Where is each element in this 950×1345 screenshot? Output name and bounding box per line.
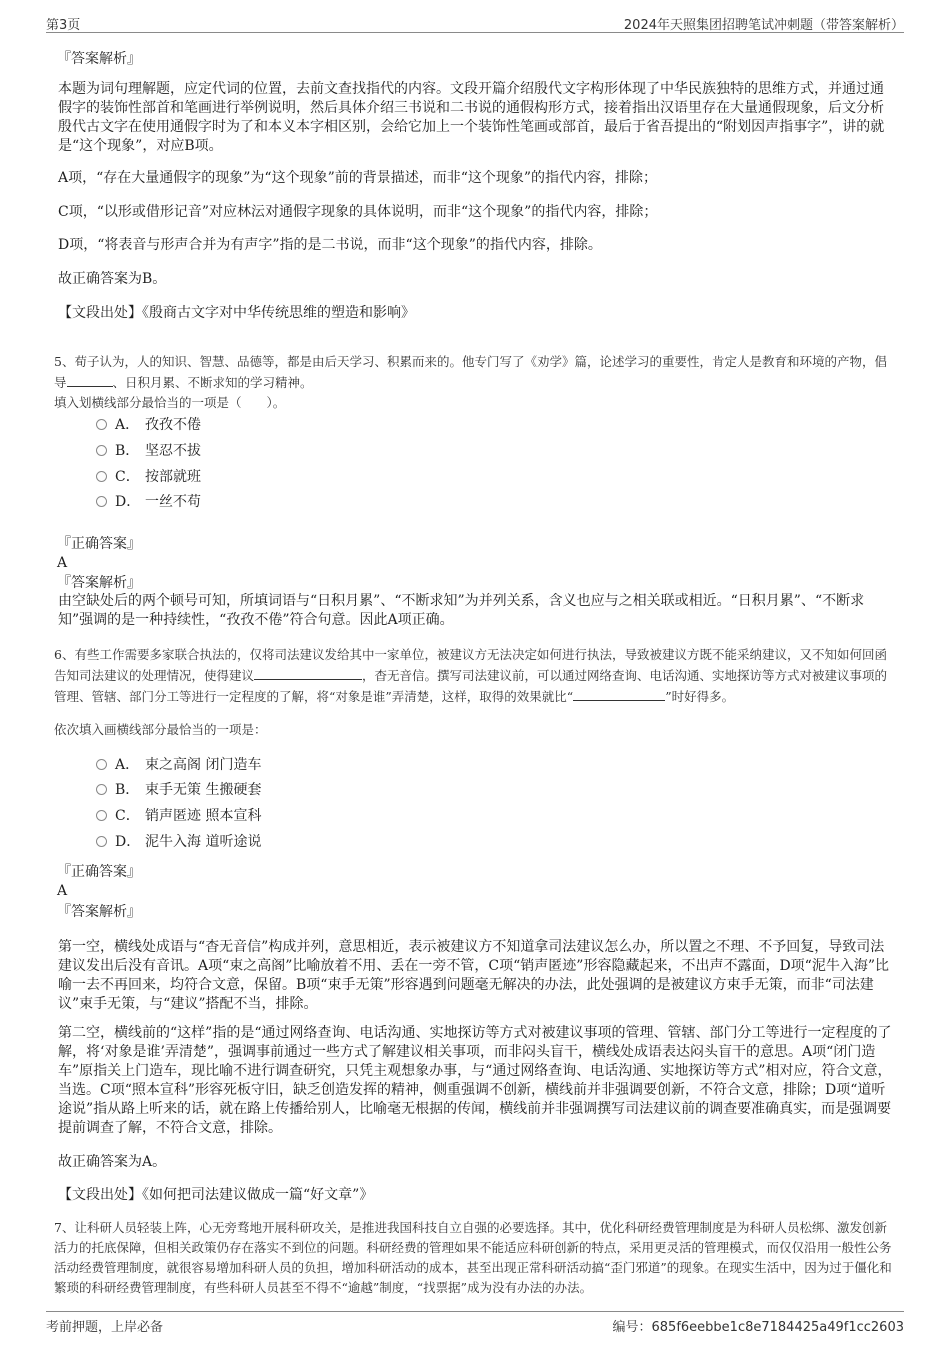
q5-question-text: 5、荀子认为，人的知识、智慧、品德等，都是由后天学习、积累而来的。他专门写了《劝学》篇，论述学习的重要性，肯定人是教育和环境的产物，倡导 、日积月累、不断求知的学习精神。 [54,354,887,390]
q6-blank-1 [254,665,362,680]
q5-option-c[interactable]: C． 按部就班 [96,467,201,487]
radio-icon[interactable] [96,471,107,482]
radio-icon[interactable] [96,419,107,430]
q5-blank [67,372,113,387]
page-header [46,12,904,33]
document-id: 编号：685f6eebbe1c8e7184425a49f1cc2603 [612,1320,904,1335]
q4-analysis-label: 『答案解析』 [57,51,141,67]
page-footer [46,1311,904,1334]
q4-source [58,304,415,323]
q6-answer: A [57,883,68,899]
q6-option-c[interactable]: C． 销声匿迹 照本宣科 [96,806,261,826]
q4-source-title: 《殷商古文字对中华传统思维的塑造和影响》 [142,305,415,321]
q5-analysis: 由空缺处后的两个顿号可知，所填词语与“日积月累”、“不断求知”为并列关系，含义也应与之相关联或相近。“日积月累”、“不断求知”强调的是一种持续性，“孜孜不倦”符合句意。因此A项正确。 [58,593,865,628]
q4-source-label: 【文段出处】 [58,305,142,321]
footer-slogan: 考前押题，上岸必备 [46,1320,164,1335]
q5-option-b[interactable]: B． 坚忍不拔 [96,441,201,461]
q6-analysis-paragraph-1: 第一空，横线处成语与“杳无音信”构成并列，意思相近，表示被建议方不知道拿司法建议怎么办，所以置之不理、不予回复，导致司法建议发出后没有音讯。A项“束之高阁”比喻放着不用、丢在一旁不管，C项“销声匿迹”形容隐藏起来，不出声不露面，D项“泥牛入海”比喻一去不再回来，均符合文意，保留。B项“束手无策”形容遇到问题毫无解决的办法，此处强调的是被建议方束手无策，而非“司法建议”束手无策，与“建议”搭配不当，排除。 [58,939,889,1012]
q6-source-title: 《如何把司法建议做成一篇“好文章”》 [142,1187,374,1203]
q7-question-text: 7、让科研人员轻装上阵，心无旁骛地开展科研攻关，是推进我国科技自立自强的必要选择。其中，优化科研经费管理制度是为科研人员松绑、激发创新活力的托底保障，但相关政策仍存在落实不到位的问题。科研经费的管理如果不能适应科研创新的特点，采用更灵活的管理模式，而仅仅沿用一般性公务活动经费管理制度，就很容易增加科研人员的负担，增加科研活动的成本，甚至出现正常科研活动搞“歪门邪道”的现象。在现实生活中，因为过于僵化和繁琐的科研经费管理制度，有些科研人员甚至不得不“逾越”制度，“找票据”成为没有办法的办法。 [54,1220,892,1295]
q6-option-b[interactable]: B． 束手无策 生搬硬套 [96,780,261,800]
q4-analysis-line-d: D项，“将表音与形声合并为有声字”指的是二书说，而非“这个现象”的指代内容，排除。 [58,237,602,253]
q5-answer: A [57,555,68,571]
q4-analysis-line-a: A项，“存在大量通假字的现象”为“这个现象”前的背景描述，而非“这个现象”的指代内容，排除； [58,170,658,186]
q4-analysis-line-c: C项，“以形或借形记音”对应林沄对通假字现象的具体说明，而非“这个现象”的指代内容，排除； [58,204,658,220]
q5-option-a[interactable]: A． 孜孜不倦 [96,415,201,435]
q6-source-label: 【文段出处】 [58,1187,142,1203]
q4-conclusion: 故正确答案为B。 [58,271,167,287]
radio-icon[interactable] [96,445,107,456]
document-title: 2024年天照集团招聘笔试冲刺题（带答案解析） [623,18,904,33]
q6-blank-2 [573,686,665,701]
radio-icon[interactable] [96,496,107,507]
q5-analysis-label: 『答案解析』 [57,575,141,591]
q6-answer-label: 『正确答案』 [57,864,141,880]
q6-question-text: 6、有些工作需要多家联合执法的，仅将司法建议发给其中一家单位，被建议方无法决定如何进行执法，导致被建议方既不能采纳建议，又不知如何回函告知司法建议的处理情况，使得建议 ，杳无音信。撰写司法建议前，可以通过网络查询、电话沟通、实地探访等方式对被建议事项的管理、管辖、部门分工等进行一定程度的了解，将“对象是谁”弄清楚，这样，取得的效果就比“ ”时好得多。 [54,647,888,704]
q6-option-a[interactable]: A． 束之高阁 闭门造车 [96,755,261,775]
q5-option-d[interactable]: D． 一丝不苟 [96,492,201,512]
q5-answer-label: 『正确答案』 [57,536,141,552]
radio-icon[interactable] [96,759,107,770]
q6-analysis-paragraph-2: 第二空，横线前的“这样”指的是“通过网络查询、电话沟通、实地探访等方式对被建议事项的管理、管辖、部门分工等进行一定程度的了解，将‘对象是谁’弄清楚”，强调事前通过一些方式了解建议相关事项，而非闷头盲干，横线处成语表达闷头盲干的意思。A项“闭门造车”原指关上门造车，现比喻不进行调查研究，只凭主观想象办事，与“通过网络查询、电话沟通、实地探访等方式”相对应，符合文意，当选。C项“照本宣科”形容死板守旧，缺乏创造发挥的精神，侧重强调不创新，横线前并非强调要创新，不符合文意，排除；D项“道听途说”指从路上听来的话，就在路上传播给别人，比喻毫无根据的传闻，横线前并非强调撰写司法建议前的调查要准确真实，而是强调要提前调查了解，不符合文意，排除。 [58,1025,892,1136]
q6-analysis-label: 『答案解析』 [57,904,141,920]
q6-prompt: 依次填入画横线部分最恰当的一项是： [54,722,267,737]
radio-icon[interactable] [96,810,107,821]
q6-source [58,1186,373,1205]
page-number: 第3页 [46,18,81,33]
radio-icon[interactable] [96,784,107,795]
q6-option-d[interactable]: D． 泥牛入海 道听途说 [96,832,261,852]
radio-icon[interactable] [96,836,107,847]
q4-analysis-paragraph: 本题为词句理解题，应定代词的位置，去前文查找指代的内容。文段开篇介绍殷代文字构形体现了中华民族独特的思维方式，并通过通假字的装饰性部首和笔画进行举例说明，然后具体介绍三书说和二书说的通假构形方式，接着指出汉语里存在大量通假现象，后文分析殷代古文字在使用通假字时为了和本义本字相区别，会给它加上一个装饰性笔画或部首，最后于省吾提出的“附划因声指事字”，讲的就是“这个现象”，对应B项。 [58,81,885,154]
q5-prompt: 填入划横线部分最恰当的一项是（ ）。 [54,395,286,410]
q6-conclusion: 故正确答案为A。 [58,1154,167,1170]
